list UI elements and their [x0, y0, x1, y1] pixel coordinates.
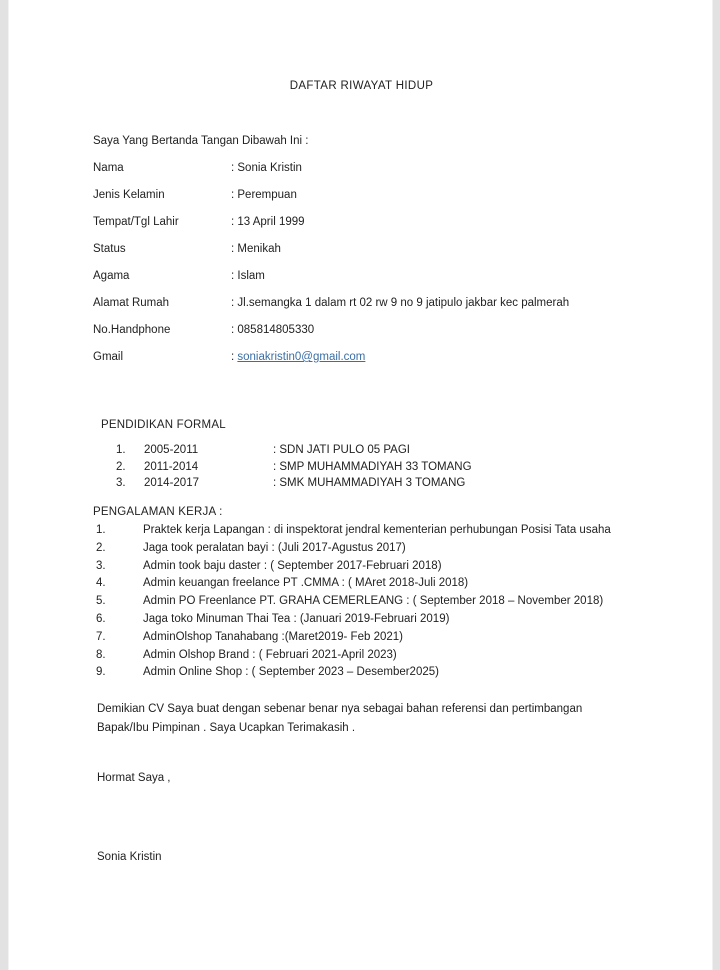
identity-value: : Sonia Kristin — [231, 162, 302, 174]
education-row — [116, 477, 656, 494]
identity-value: : Perempuan — [231, 189, 297, 201]
identity-label: Alamat Rumah — [93, 297, 170, 309]
experience-row — [96, 577, 656, 595]
identity-table — [93, 162, 653, 378]
closing-paragraph: Demikian CV Saya buat dengan sebenar benar nya sebagai bahan referensi dan pertimbangan Bapak/Ibu Pimpinan . Saya Ucapkan Terimakasih . — [97, 703, 583, 734]
identity-label: Status — [93, 243, 126, 255]
experience-text: AdminOlshop Tanahabang :(Maret2019- Feb 2021) — [143, 630, 403, 643]
education-years: 2014-2017 — [144, 477, 199, 489]
intro-statement: Saya Yang Bertanda Tangan Dibawah Ini : — [93, 135, 309, 147]
identity-row — [93, 324, 653, 351]
education-number: 2. — [116, 460, 126, 473]
education-years: 2011-2014 — [144, 460, 199, 473]
identity-value-email — [231, 351, 365, 363]
identity-row — [93, 162, 653, 189]
experience-text: Jaga toko Minuman Thai Tea : (Januari 2019-Februari 2019) — [143, 612, 450, 625]
identity-label: No.Handphone — [93, 324, 171, 336]
experience-number: 1. — [96, 524, 106, 536]
identity-value: : 13 April 1999 — [231, 216, 305, 228]
experience-text: Admin took baju daster : ( September 2017-Februari 2018) — [143, 559, 442, 572]
experience-number: 9. — [96, 666, 106, 679]
sign-off-label: Hormat Saya , — [97, 772, 171, 784]
identity-row — [93, 216, 653, 243]
document-page — [8, 0, 713, 970]
identity-label: Jenis Kelamin — [93, 189, 165, 201]
education-list — [116, 444, 656, 494]
education-heading: PENDIDIKAN FORMAL — [101, 419, 226, 431]
experience-text: Admin PO Freenlance PT. GRAHA CEMERLEANG : ( September 2018 – November 2018) — [143, 595, 604, 608]
education-row — [116, 461, 656, 478]
experience-number: 3. — [96, 559, 106, 572]
experience-text: Praktek kerja Lapangan : di inspektorat jendral kementerian perhubungan Posisi Tata usaha — [143, 524, 611, 536]
email-link[interactable]: soniakristin0@gmail.com — [237, 351, 366, 363]
signature-name: Sonia Kristin — [97, 851, 162, 863]
identity-value: : Islam — [231, 270, 265, 282]
page-title: DAFTAR RIWAYAT HIDUP — [289, 80, 434, 92]
experience-number: 8. — [96, 648, 106, 661]
identity-label: Agama — [93, 270, 130, 282]
experience-row — [96, 542, 656, 560]
education-years: 2005-2011 — [144, 444, 199, 456]
education-number: 3. — [116, 477, 126, 489]
experience-row — [96, 631, 656, 649]
experience-text: Admin keuangan freelance PT .CMMA : ( MAret 2018-Juli 2018) — [143, 577, 469, 590]
identity-row — [93, 243, 653, 270]
experience-list — [96, 524, 656, 684]
experience-number: 4. — [96, 577, 106, 590]
experience-row — [96, 666, 656, 684]
experience-row — [96, 613, 656, 631]
identity-row — [93, 189, 653, 216]
experience-text: Admin Olshop Brand : ( Februari 2021-April 2023) — [143, 648, 397, 661]
experience-text: Jaga took peralatan bayi : (Juli 2017-Agustus 2017) — [143, 541, 406, 554]
identity-label: Tempat/Tgl Lahir — [93, 216, 179, 228]
experience-number: 2. — [96, 541, 106, 554]
identity-value: : 085814805330 — [231, 324, 315, 336]
experience-row — [96, 595, 656, 613]
education-school: : SMK MUHAMMADIYAH 3 TOMANG — [273, 477, 466, 489]
experience-number: 5. — [96, 595, 106, 608]
email-colon-prefix: : — [231, 351, 238, 363]
education-school: : SMP MUHAMMADIYAH 33 TOMANG — [273, 460, 472, 473]
identity-row — [93, 270, 653, 297]
experience-number: 7. — [96, 630, 106, 643]
education-number: 1. — [116, 444, 126, 456]
education-row — [116, 444, 656, 461]
identity-row — [93, 297, 653, 324]
identity-value: : Jl.semangka 1 dalam rt 02 rw 9 no 9 jatipulo jakbar kec palmerah — [231, 297, 570, 309]
experience-row — [96, 560, 656, 578]
experience-number: 6. — [96, 612, 106, 625]
experience-row — [96, 649, 656, 667]
identity-value: : Menikah — [231, 243, 281, 255]
education-school: : SDN JATI PULO 05 PAGI — [273, 444, 410, 456]
experience-row — [96, 524, 656, 542]
identity-label: Nama — [93, 162, 124, 174]
page-content — [9, 0, 714, 970]
experience-heading: PENGALAMAN KERJA : — [93, 506, 223, 518]
identity-label: Gmail — [93, 351, 124, 363]
identity-row-email — [93, 351, 653, 378]
experience-text: Admin Online Shop : ( September 2023 – Desember2025) — [143, 666, 439, 679]
